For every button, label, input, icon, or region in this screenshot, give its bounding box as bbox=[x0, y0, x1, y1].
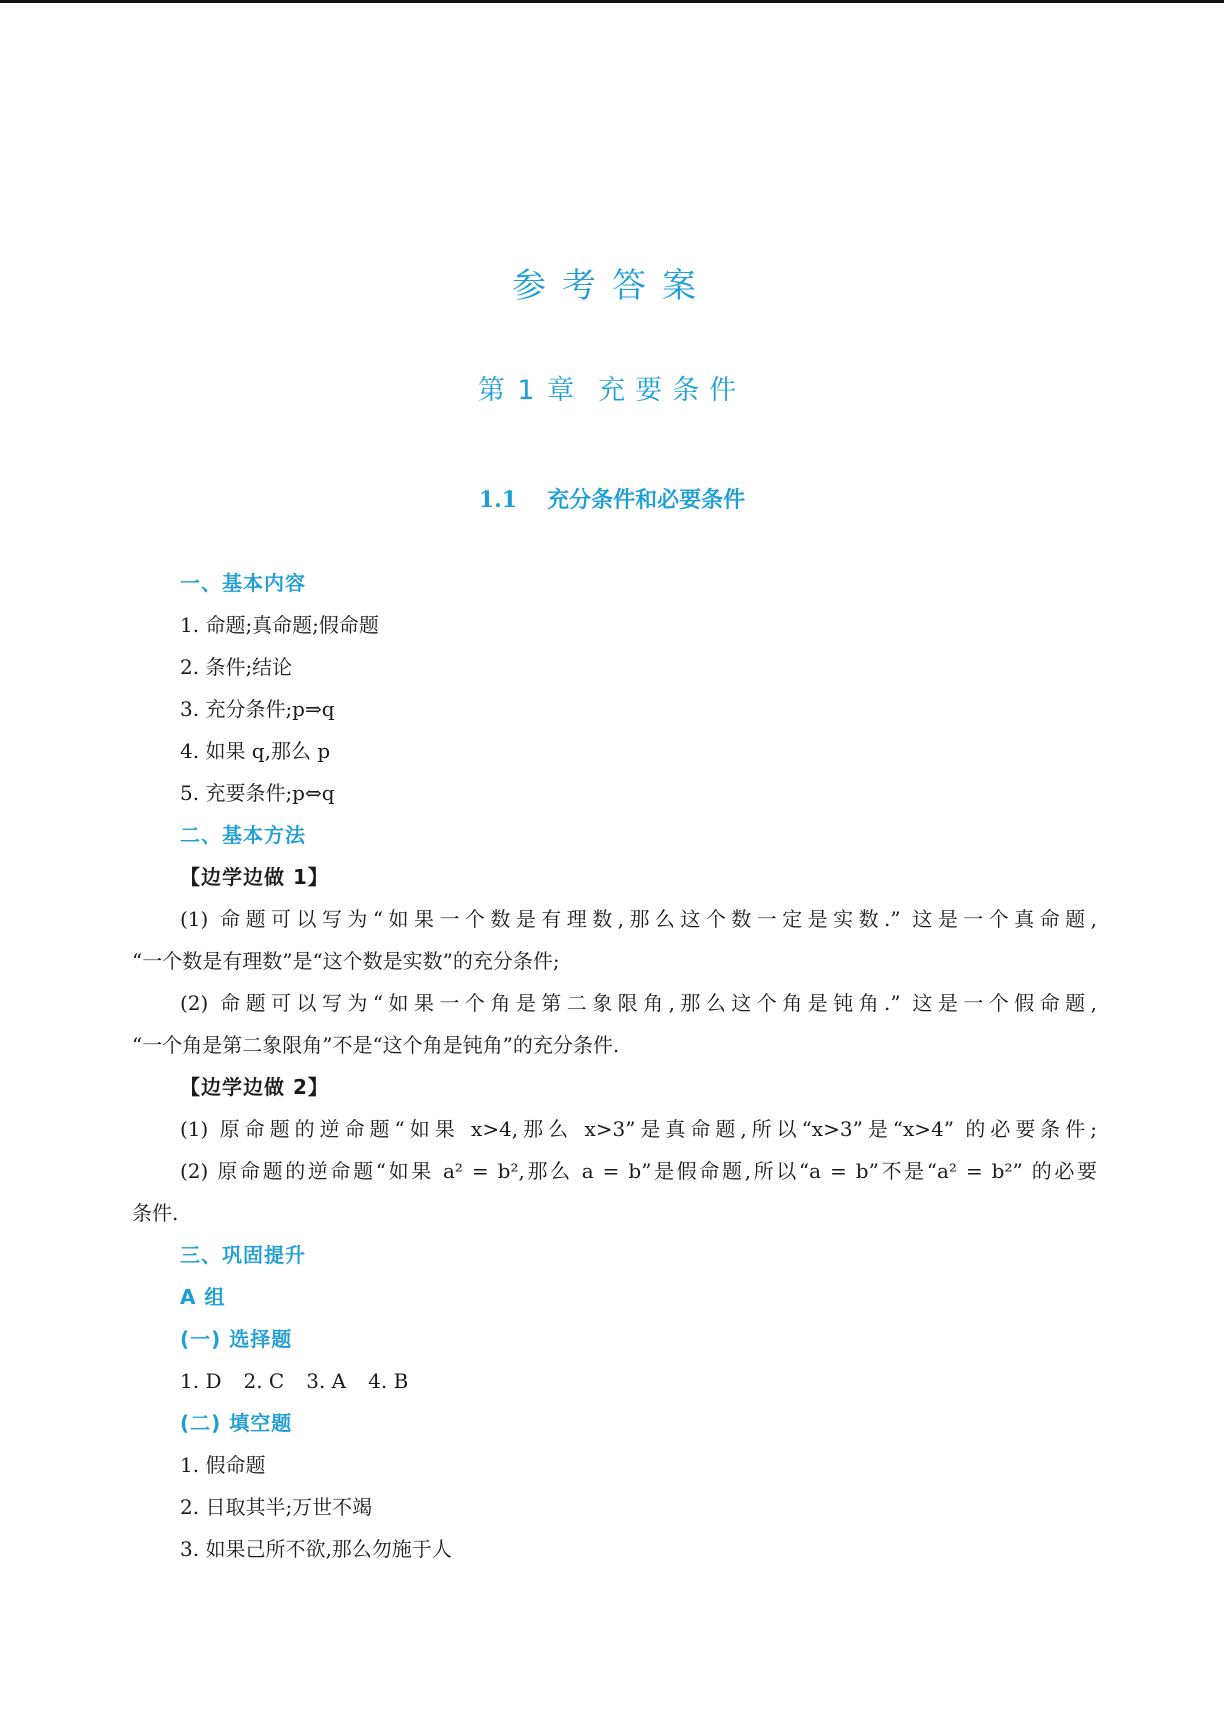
choice-heading: (一) 选择题 bbox=[180, 1327, 293, 1351]
choice-answer: 3. A bbox=[306, 1369, 347, 1393]
fill-item: 2. 日取其半;万世不竭 bbox=[180, 1495, 373, 1519]
exercise-1-answer-2-line-2: “一个角是第二象限角”不是“这个角是钝角”的充分条件. bbox=[132, 1033, 620, 1057]
part2-heading: 二、基本方法 bbox=[180, 823, 306, 847]
choice-answer: 1. D bbox=[180, 1369, 222, 1393]
chapter-number: 第 1 章 bbox=[477, 375, 577, 406]
section-number: 1.1 bbox=[478, 487, 518, 513]
section-name: 充分条件和必要条件 bbox=[547, 487, 746, 513]
part1-item: 2. 条件;结论 bbox=[180, 655, 293, 679]
section-title bbox=[0, 483, 1224, 514]
exercise-1-answer-1-line-2: “一个数是有理数”是“这个数是实数”的充分条件; bbox=[132, 949, 560, 973]
group-a-heading: A 组 bbox=[180, 1285, 226, 1309]
exercise-2-answer-2-line-2: 条件. bbox=[132, 1201, 179, 1225]
part1-item: 3. 充分条件;p⇒q bbox=[180, 697, 335, 721]
part3-heading: 三、巩固提升 bbox=[180, 1243, 306, 1267]
choice-answers bbox=[132, 1360, 1097, 1402]
exercise-1-label: 【边学边做 1】 bbox=[180, 865, 329, 889]
fill-heading: (二) 填空题 bbox=[180, 1411, 293, 1435]
part1-item: 4. 如果 q,那么 p bbox=[180, 739, 331, 763]
top-border-line bbox=[0, 0, 1224, 3]
exercise-1-answer-1-line-1: (1) 命题可以写为“如果一个数是有理数,那么这个数一定是实数.” 这是一个真命题, bbox=[180, 907, 1097, 931]
part1-item: 1. 命题;真命题;假命题 bbox=[180, 613, 379, 637]
fill-item: 3. 如果己所不欲,那么勿施于人 bbox=[180, 1537, 452, 1561]
answer-content bbox=[132, 562, 1097, 1570]
exercise-2-answer-1: (1) 原命题的逆命题“如果 x>4,那么 x>3”是真命题,所以“x>3”是“x>4” 的必要条件; bbox=[180, 1117, 1097, 1141]
exercise-2-label: 【边学边做 2】 bbox=[180, 1075, 329, 1099]
chapter-title bbox=[0, 368, 1224, 407]
part1-heading: 一、基本内容 bbox=[180, 571, 306, 595]
chapter-name: 充要条件 bbox=[598, 375, 747, 406]
exercise-2-answer-2-line-1: (2) 原命题的逆命题“如果 a² = b²,那么 a = b”是假命题,所以“a = b”不是“a² = b²” 的必要 bbox=[180, 1159, 1097, 1183]
choice-answer: 2. C bbox=[243, 1369, 285, 1393]
exercise-1-answer-2-line-1: (2) 命题可以写为“如果一个角是第二象限角,那么这个角是钝角.” 这是一个假命题, bbox=[180, 991, 1097, 1015]
page-title: 参考答案 bbox=[512, 266, 712, 306]
choice-answer: 4. B bbox=[368, 1369, 409, 1393]
part1-item: 5. 充要条件;p⇔q bbox=[180, 781, 335, 805]
fill-item: 1. 假命题 bbox=[180, 1453, 266, 1477]
